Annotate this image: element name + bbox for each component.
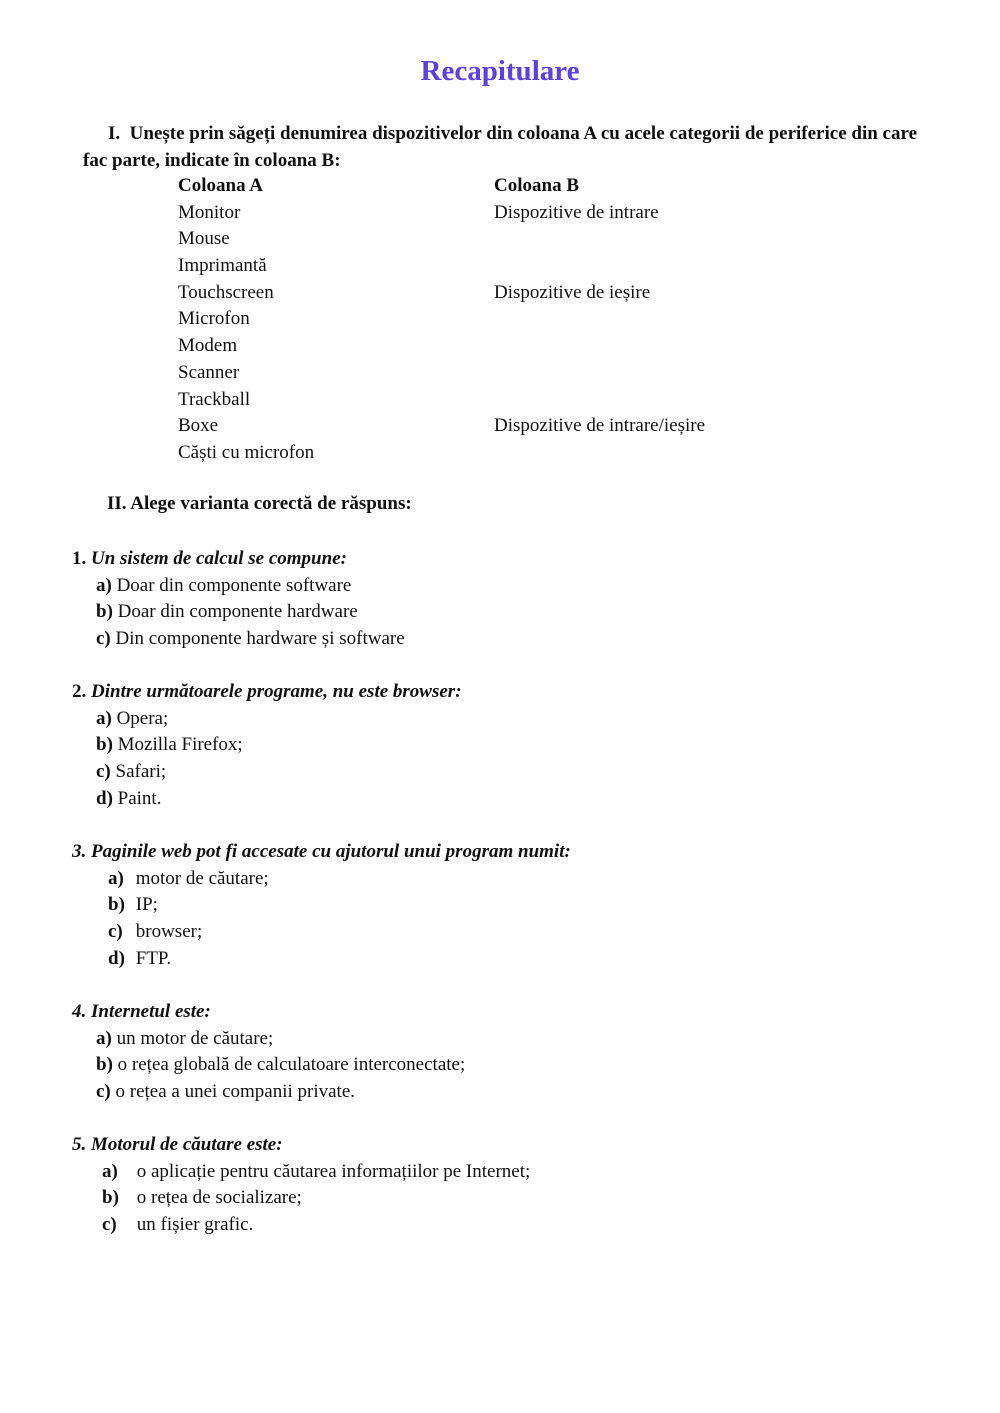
section1-number: I.: [108, 123, 121, 144]
column-a-item: Modem: [178, 335, 238, 357]
column-b: [494, 173, 894, 467]
column-a-item: Trackball: [178, 388, 251, 410]
question-prompt: Motorul de căutare este:: [91, 1134, 283, 1155]
option-text: motor de căutare;: [135, 867, 269, 889]
option-text: o rețea de socializare;: [136, 1187, 302, 1209]
section1-instruction: [83, 120, 933, 174]
answer-option[interactable]: [72, 946, 952, 973]
question-text: [72, 1132, 952, 1159]
question-text: [72, 546, 952, 573]
answer-option[interactable]: [72, 599, 952, 626]
answer-option[interactable]: [72, 1185, 952, 1212]
option-label: a): [96, 707, 112, 729]
answer-option[interactable]: [72, 786, 952, 813]
question-number: 1.: [72, 548, 87, 569]
question-2: [72, 679, 952, 812]
option-label: a): [96, 1027, 112, 1049]
column-a-header: Coloana A: [178, 175, 263, 196]
question-prompt: Dintre următoarele programe, nu este browser:: [91, 681, 462, 702]
column-b-item: [494, 226, 894, 253]
question-number: 4.: [72, 1001, 87, 1022]
option-text: o rețea globală de calculatoare interconectate;: [117, 1054, 466, 1076]
option-label: c): [108, 921, 123, 943]
question-1: [72, 546, 952, 653]
option-label: b): [108, 894, 125, 916]
option-label: a): [102, 1160, 118, 1182]
answer-option[interactable]: [72, 626, 952, 653]
option-label: d): [96, 787, 113, 809]
answer-option[interactable]: [72, 706, 952, 733]
option-text: Paint.: [117, 787, 162, 809]
option-label: c): [96, 1081, 111, 1103]
answer-option[interactable]: [72, 1212, 952, 1239]
option-text: un motor de căutare;: [116, 1027, 274, 1049]
option-text: IP;: [135, 894, 158, 916]
column-a-item: Imprimantă: [178, 255, 267, 277]
option-text: Mozilla Firefox;: [117, 734, 243, 756]
answer-option[interactable]: [72, 573, 952, 600]
question-text: [72, 679, 952, 706]
page-title: Recapitulare: [420, 55, 580, 87]
option-text: Safari;: [115, 761, 167, 783]
answer-option[interactable]: [72, 1159, 952, 1186]
question-prompt: Internetul este:: [91, 1001, 211, 1022]
option-text: o aplicație pentru căutarea informațiilor pe Internet;: [136, 1160, 531, 1182]
column-a-item: Monitor: [178, 201, 241, 223]
option-text: un fișier grafic.: [136, 1214, 254, 1236]
column-b-item: [494, 306, 894, 333]
option-text: Din componente hardware și software: [115, 628, 405, 650]
option-label: d): [108, 947, 125, 969]
option-label: b): [96, 734, 113, 756]
answer-option[interactable]: [72, 919, 952, 946]
question-text: [72, 839, 952, 866]
option-label: b): [102, 1187, 119, 1209]
option-label: a): [108, 867, 124, 889]
section2-heading: II. Alege varianta corectă de răspuns:: [107, 493, 412, 514]
question-text: [72, 999, 952, 1026]
option-text: Opera;: [116, 707, 169, 729]
column-a-item: Microfon: [178, 308, 250, 330]
question-number: 3.: [72, 841, 87, 862]
column-a-item: Căști cu microfon: [178, 441, 315, 463]
option-text: FTP.: [135, 947, 172, 969]
question-number: 2.: [72, 681, 87, 702]
column-a-item: Scanner: [178, 361, 240, 383]
option-text: Doar din componente hardware: [117, 601, 358, 623]
answer-option[interactable]: [72, 1026, 952, 1053]
answer-option[interactable]: [72, 866, 952, 893]
column-b-item: [494, 253, 894, 280]
answer-option[interactable]: [72, 732, 952, 759]
answer-option[interactable]: [72, 892, 952, 919]
option-text: browser;: [135, 921, 203, 943]
column-a-item: Mouse: [178, 228, 230, 250]
column-b-item: [494, 333, 894, 360]
column-b-item: [494, 360, 894, 387]
column-b-item: Dispozitive de ieșire: [494, 281, 651, 303]
answer-option[interactable]: [72, 1052, 952, 1079]
column-a-item: Boxe: [178, 415, 219, 437]
column-a-item: Touchscreen: [178, 281, 274, 303]
question-5: [72, 1132, 952, 1239]
option-label: c): [96, 761, 111, 783]
option-label: b): [96, 1054, 113, 1076]
column-b-item: Dispozitive de intrare: [494, 201, 659, 223]
answer-option[interactable]: [72, 1079, 952, 1106]
option-label: b): [96, 601, 113, 623]
column-b-item: Dispozitive de intrare/ieșire: [494, 415, 706, 437]
answer-option[interactable]: [72, 759, 952, 786]
column-b-header: Coloana B: [494, 175, 579, 196]
option-text: o rețea a unei companii private.: [115, 1081, 356, 1103]
question-number: 5.: [72, 1134, 87, 1155]
column-a: [178, 173, 478, 467]
option-label: c): [96, 628, 111, 650]
question-prompt: Un sistem de calcul se compune:: [91, 548, 347, 569]
option-label: a): [96, 574, 112, 596]
column-b-item: [494, 440, 894, 467]
column-b-item: [494, 387, 894, 414]
question-3: [72, 839, 952, 972]
section1-instruction-text: Unește prin săgeți denumirea dispozitivelor din coloana A cu acele categorii de periferice din care fac parte, indicate în coloana B:: [83, 123, 917, 171]
option-text: Doar din componente software: [116, 574, 352, 596]
question-4: [72, 999, 952, 1106]
question-prompt: Paginile web pot fi accesate cu ajutorul unui program numit:: [91, 841, 571, 862]
option-label: c): [102, 1214, 117, 1236]
